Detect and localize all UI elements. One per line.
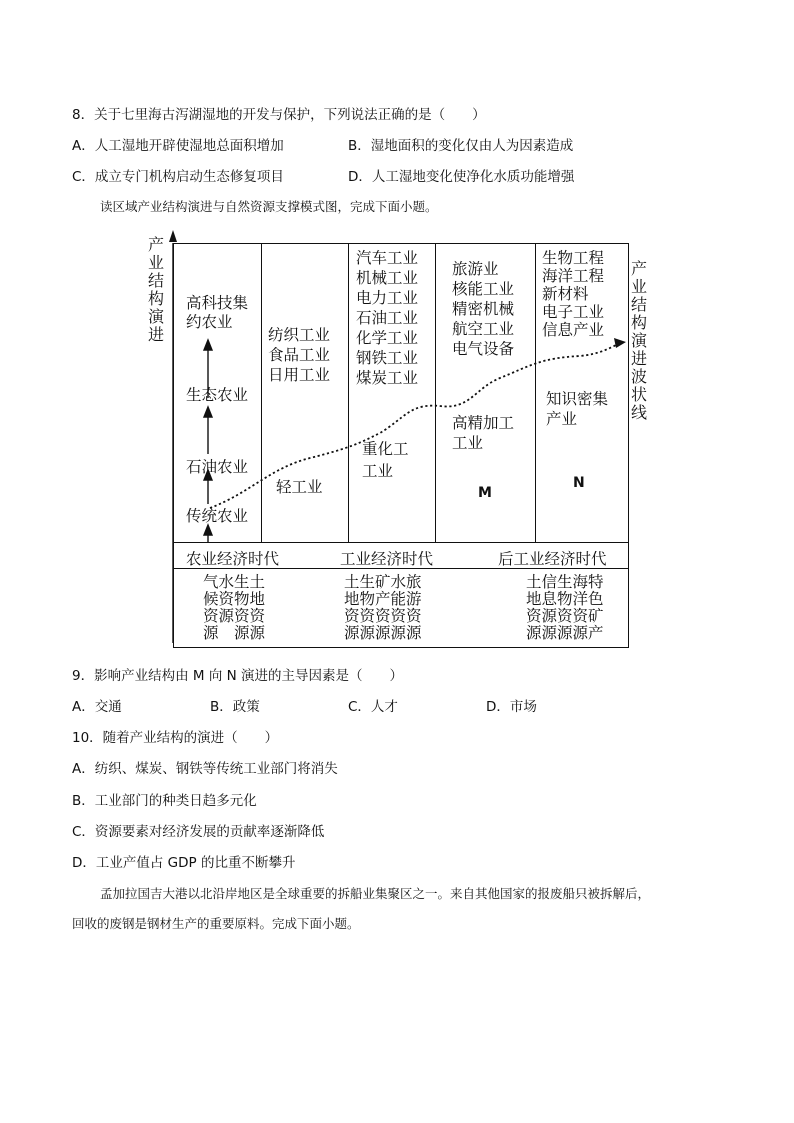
q10-option-b: B．工业部门的种类日趋多元化: [72, 793, 257, 809]
agri-traditional: 传统农业: [186, 507, 249, 525]
q8-option-b: B．湿地面积的变化仅由人为因素造成: [348, 138, 574, 154]
heavy-machinery: 机械工业: [356, 269, 419, 287]
era-industrial: 工业经济时代: [340, 550, 434, 568]
q10-option-c: C．资源要素对经济发展的贡献率逐渐降低: [72, 824, 325, 840]
heavy-chemical: 化学工业: [356, 329, 419, 347]
industrial-structure-figure: [140, 218, 647, 658]
q8-stem: 8．关于七里海古泻湖湿地的开发与保护，下列说法正确的是（ ）: [72, 107, 486, 123]
n-ocean: 海洋工程: [542, 267, 605, 285]
divider-3: [435, 243, 436, 543]
heavy-auto: 汽车工业: [356, 249, 419, 267]
intro-shipbreaking-line2: 回收的废钢是钢材生产的重要原料。完成下面小题。: [72, 916, 360, 931]
n-bio: 生物工程: [542, 249, 605, 267]
n-knowledge-1: 知识密集: [546, 390, 609, 408]
intro-figure: 读区域产业结构演进与自然资源支撑模式图，完成下面小题。: [100, 199, 438, 214]
n-label: N: [573, 475, 585, 491]
n-knowledge-2: 产业: [546, 410, 578, 428]
n-material: 新材料: [542, 285, 589, 303]
resources-ind-4: 源源源源源: [344, 624, 422, 642]
intro-shipbreaking-line1: 孟加拉国吉大港以北沿岸地区是全球重要的拆船业集聚区之一。来自其他国家的报废船只被拆解后，: [100, 886, 651, 901]
q9-option-a: A．交通: [72, 699, 122, 715]
q9-stem: 9．影响产业结构由 M 向 N 演进的主导因素是（ ）: [72, 668, 403, 684]
q10-option-d: D．工业产值占 GDP 的比重不断攀升: [72, 855, 296, 871]
resources-post-2: 地息物洋色: [526, 590, 604, 608]
q9-option-d: D．市场: [486, 699, 537, 715]
q8-option-c: C．成立专门机构启动生态修复项目: [72, 169, 284, 185]
agri-hightech-2: 约农业: [186, 313, 233, 331]
q8-option-d: D．人工湿地变化使净化水质功能增强: [348, 169, 575, 185]
q8-option-a: A．人工湿地开辟使湿地总面积增加: [72, 138, 284, 154]
resources-ind-3: 资资资资资: [344, 607, 422, 625]
heavy-petroleum: 石油工业: [356, 309, 419, 327]
m-tourism: 旅游业: [452, 260, 499, 278]
m-highprecision-2: 工业: [452, 434, 484, 452]
resources-ind-2: 地物产能游: [344, 590, 422, 608]
light-industry-label: 轻工业: [276, 478, 323, 496]
q10-option-a: A．纺织、煤炭、钢铁等传统工业部门将消失: [72, 761, 338, 777]
light-daily: 日用工业: [268, 366, 331, 384]
light-food: 食品工业: [268, 346, 331, 364]
curve-label: 产业结构演进波状线: [630, 259, 647, 422]
q9-option-b: B．政策: [210, 699, 260, 715]
m-aviation: 航空工业: [452, 320, 515, 338]
light-textile: 纺织工业: [268, 326, 331, 344]
divider-1: [261, 243, 262, 543]
m-highprecision-1: 高精加工: [452, 414, 515, 432]
agri-hightech-1: 高科技集: [186, 294, 249, 312]
divider-4: [535, 243, 536, 543]
resources-agri-3: 资源资资: [203, 607, 266, 625]
y-axis-arrowhead: [169, 230, 177, 242]
heavy-coal: 煤炭工业: [356, 369, 419, 387]
m-nuclear: 核能工业: [452, 280, 515, 298]
heavy-label-1: 重化工: [362, 440, 409, 458]
agri-ecological: 生态农业: [186, 386, 249, 404]
heavy-power: 电力工业: [356, 289, 419, 307]
m-electrical: 电气设备: [452, 340, 515, 358]
q9-option-c: C．人才: [348, 699, 398, 715]
m-label: M: [478, 485, 492, 501]
q10-stem: 10．随着产业结构的演进（ ）: [72, 730, 279, 746]
agri-petroleum: 石油农业: [186, 458, 249, 476]
divider-eras-top: [173, 542, 629, 543]
resources-ind-1: 土生矿水旅: [344, 573, 422, 591]
y-axis-label: 产业结构演进: [147, 235, 164, 344]
resources-agri-1: 气水生土: [203, 573, 266, 591]
era-agricultural: 农业经济时代: [186, 550, 280, 568]
heavy-label-2: 工业: [362, 462, 394, 480]
era-postindustrial: 后工业经济时代: [498, 550, 607, 568]
resources-post-4: 源源源源产: [526, 624, 604, 642]
m-precision: 精密机械: [452, 300, 515, 318]
resources-post-1: 土信生海特: [526, 573, 604, 591]
heavy-steel: 钢铁工业: [356, 349, 419, 367]
resources-agri-4: 源 源源: [203, 624, 266, 642]
resources-post-3: 资源资资矿: [526, 607, 604, 625]
n-information: 信息产业: [542, 321, 605, 339]
n-electronic: 电子工业: [542, 303, 605, 321]
resources-agri-2: 候资物地: [203, 590, 266, 608]
divider-2: [348, 243, 349, 543]
